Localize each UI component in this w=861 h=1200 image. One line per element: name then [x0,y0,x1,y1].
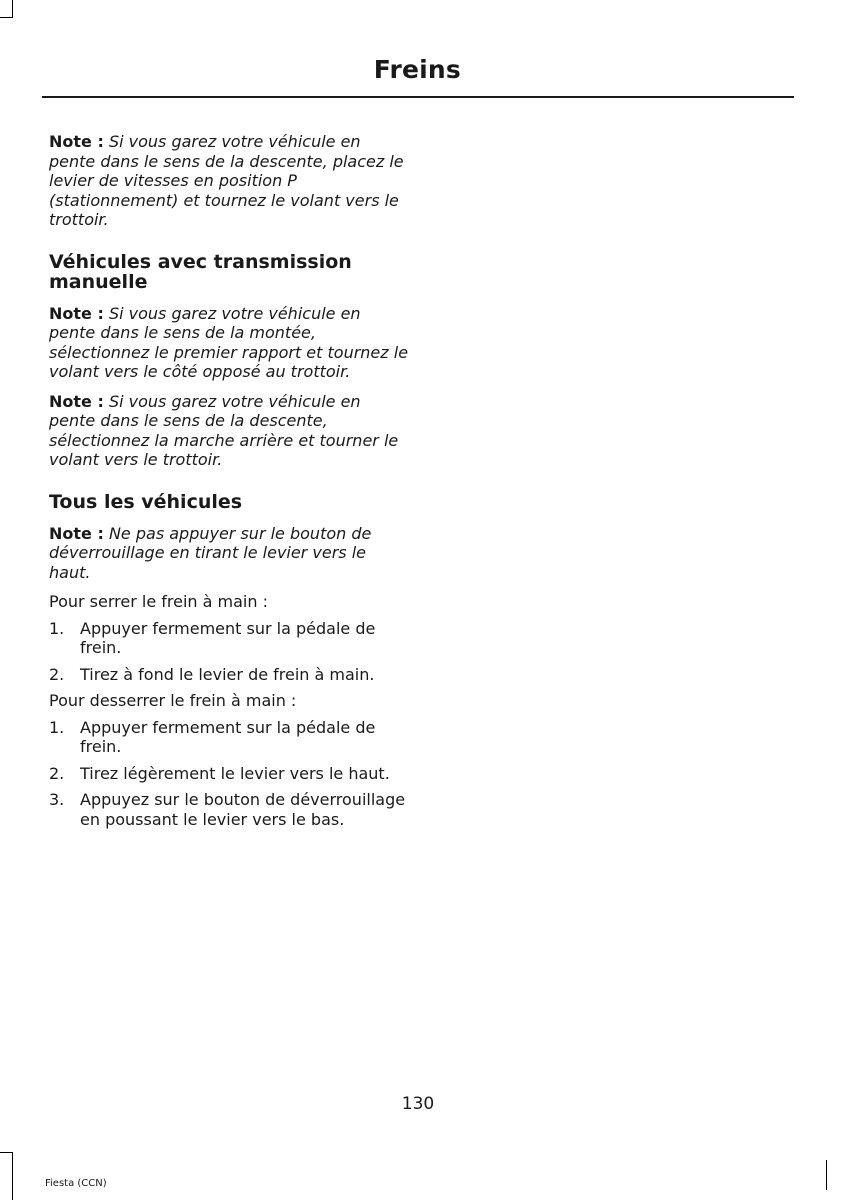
step-text: Tirez à fond le levier de frein à main. [80,664,375,684]
note-label: Note : [49,303,104,323]
crop-mark-top-left [12,0,13,18]
footer-model-label: Fiesta (CCN) [45,1178,107,1189]
step-text: Appuyer fermement sur la pédale de frein. [80,717,376,756]
page-number: 130 [401,1094,435,1114]
release-handbrake-intro: Pour desserrer le frein à main : [49,691,297,710]
step-text: Appuyez sur le bouton de déverrouillage en poussant le levier vers le bas. [80,790,406,829]
crop-mark-top-left-h [0,17,13,18]
section-heading-manual: Véhicules avec transmission manuelle [49,250,352,293]
page-title: Freins [373,55,461,84]
note-label: Note : [49,523,104,543]
step-number: 2. [49,664,65,684]
note-parking-uphill-manual [49,304,409,382]
step-number: 1. [49,717,65,737]
step-number: 1. [49,618,65,638]
list-item [49,718,409,757]
step-number: 2. [49,763,65,783]
crop-mark-bottom-right [826,1160,827,1190]
note-label: Note : [49,391,104,411]
title-divider [42,96,794,98]
list-item [49,619,409,658]
note-label: Note : [49,132,104,151]
step-number: 3. [49,790,65,809]
crop-mark-bottom-left-h [0,1152,13,1153]
note-parking-downhill-auto [49,132,409,230]
note-text: Si vous garez votre véhicule en pente dans le sens de la descente, sélectionnez la marche arrière et tourner le volant vers le trottoir. [49,391,399,469]
apply-handbrake-intro: Pour serrer le frein à main : [49,592,268,611]
apply-handbrake-steps [49,619,409,685]
note-release-button [49,524,409,583]
note-text: Si vous garez votre véhicule en pente dans le sens de la descente, placez le levier de vitesses en position P (stationnement) et tournez le volant vers le trottoir. [49,132,404,229]
crop-mark-bottom-left [12,1152,13,1200]
note-text: Ne pas appuyer sur le bouton de déverrouillage en tirant le levier vers le haut. [49,523,372,582]
list-item [49,790,409,829]
note-text: Si vous garez votre véhicule en pente dans le sens de la montée, sélectionnez le premier rapport et tournez le volant vers le côté opposé au trottoir. [49,303,409,381]
list-item [49,665,409,685]
step-text: Appuyer fermement sur la pédale de frein. [80,618,376,657]
section-heading-all-vehicles: Tous les véhicules [49,490,243,513]
list-item [49,764,409,784]
step-text: Tirez légèrement le levier vers le haut. [80,763,390,783]
note-parking-downhill-manual [49,392,409,470]
main-content [49,132,409,836]
release-handbrake-steps [49,718,409,830]
